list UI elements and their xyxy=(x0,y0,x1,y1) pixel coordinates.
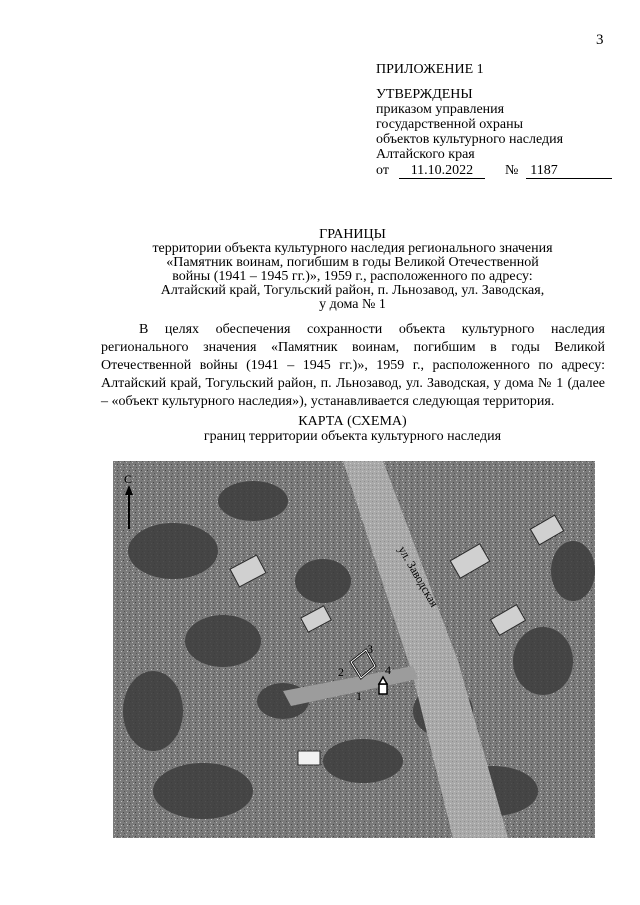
order-date: 11.10.2022 xyxy=(399,163,485,179)
title-line-1: территории объекта культурного наследия регионального значения xyxy=(152,241,553,256)
north-label: С xyxy=(124,472,133,486)
title-heading: ГРАНИЦЫ xyxy=(319,227,386,242)
map-title: КАРТА (СХЕМА) xyxy=(298,414,407,429)
approval-block xyxy=(376,62,626,179)
order-number: 1187 xyxy=(526,163,612,179)
point-label-1: 1 xyxy=(356,689,362,703)
title-line-2: «Памятник воинам, погибшим в годы Великой Отечественной xyxy=(166,255,539,270)
point-label-3: 3 xyxy=(367,642,373,656)
number-prefix: № xyxy=(504,163,519,178)
order-line-4: Алтайского края xyxy=(376,147,475,162)
title-line-5: у дома № 1 xyxy=(319,297,386,312)
order-date-number-line xyxy=(376,163,626,179)
date-prefix: от xyxy=(376,163,389,178)
order-line-2: государственной охраны xyxy=(376,117,524,132)
body-paragraph: В целях обеспечения сохранности объекта культурного наследия регионального значения «Памятник воинам, погибшим в годы Великой Отечественной войны (1941 – 1945 гг.)», 1959 г., расположенного по адресу: Алтайский край, Тогульский район, п. Льнозавод, ул. Заводская, у дома № 1 (далее – «объект культурного наследия»), устанавливается следующая территория. xyxy=(101,322,605,409)
order-line-1: приказом управления xyxy=(376,102,505,117)
aerial-map-image xyxy=(113,461,595,838)
title-line-4: Алтайский край, Тогульский район, п. Льнозавод, ул. Заводская, xyxy=(160,283,545,298)
map-subtitle: границ территории объекта культурного наследия xyxy=(203,429,502,444)
document-title xyxy=(110,228,595,312)
appendix-label: ПРИЛОЖЕНИЕ 1 xyxy=(376,62,484,77)
aerial-map xyxy=(113,461,595,838)
order-line-3: объектов культурного наследия xyxy=(376,132,564,147)
approved-label: УТВЕРЖДЕНЫ xyxy=(376,87,473,102)
point-label-4: 4 xyxy=(385,663,391,677)
map-caption xyxy=(110,414,595,444)
title-line-3: войны (1941 – 1945 гг.)», 1959 г., расположенного по адресу: xyxy=(172,269,533,284)
point-label-2: 2 xyxy=(338,665,344,679)
street-label: ул. Заводская xyxy=(395,543,442,610)
page-number: 3 xyxy=(596,32,604,48)
